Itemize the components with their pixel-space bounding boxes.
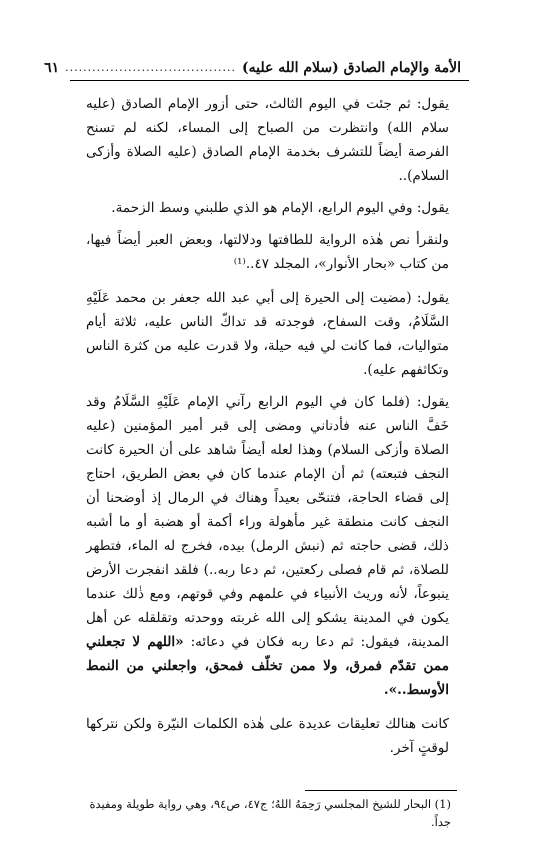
body-text xyxy=(86,92,449,760)
paragraph-4: يقول: (مضيت إلى الحيرة إلى أبي عبد الله جعفر بن محمد عَلَيْهِ السَّلَامُ، وقت السفاح، فوجدته قد تداكّ الناس عليه، ثلاثة أيام متواليات، فما كانت لي فيه حيلة، ولا قدرت عليه من كثرة الناس وتكاثفهم عليه). xyxy=(86,290,449,378)
paragraph-6: كانت هنالك تعليقات عديدة على هٰذه الكلمات النيّرة ولكن نتركها لوقتٍ آخر. xyxy=(86,716,449,756)
paragraph-3: ولنقرأ نص هٰذه الرواية للطافتها ودلالتها، وبعض العبر أيضاً فيها، من كتاب «بحار الأنوار»، المجلد ٤٧..⁽¹⁾ xyxy=(86,232,449,272)
paragraph-5-text: يقول: (فلما كان في اليوم الرابع رآني الإمام عَلَيْهِ السَّلَامُ وقد خَفَّ الناس عنه فأدناني ومضى إلى قبر أمير المؤمنين (عليه الصلاة وأزكى السلام) وهذا لعله أيضاً شاهد على أن الحيرة كانت النجف فتبعته) ثم أن الإمام عندما كان في بعض الطريق، احتاج إلى قضاء الحاجة، فتنحّى بعيداً وهناك في الرمال إذ أوضحنا أن النجف كانت منطقة غير مأهولة وراء أكمة أو هضبة أو ما أشبه ذلك، قضى حاجته ثم (نبش الرمل) بيده، فخرج له الماء، فتطهر للصلاة، ثم قام فصلى ركعتين، ثم دعا ربه..) فلقد انفجرت الأرض ينبوعاً، لأنه وريث الأنبياء في علمهم وفي قوتهم، ومع ذٰلك عندما يكون في المدينة يشكو إلى الله غربته ووحدته وتقلقله عن أهل المدينة، فيقول: ثم دعا ربه فكان في دعائه: xyxy=(86,394,449,650)
paragraph-5 xyxy=(86,390,449,702)
footnote: (1) البحار للشيخ المجلسي رَحِمَهُ اللهُ؛ ج٤٧، ص٩٤، وهي رواية طويلة ومفيدة جداً. xyxy=(89,797,451,829)
page-number: ٦١ xyxy=(44,60,60,76)
supplication-quote: «اللهم لا تجعلني ممن تقدّم فمرق، ولا ممن تخلّف فمحق، واجعلني من النمط الأوسط..». xyxy=(86,634,449,698)
header-rule xyxy=(70,80,469,81)
paragraph-1: يقول: ثم جئت في اليوم الثالث، حتى أزور الإمام الصادق (عليه سلام الله) وانتظرت من الصباح إلى المساء، لكنه لم تسنح الفرصة أيضاً للتشرف بخدمة الإمام الصادق (عليه الصلاة وأزكى السلام).. xyxy=(86,96,449,184)
running-header xyxy=(44,52,461,76)
dot-leader: ...................................... xyxy=(65,61,236,74)
footnote-rule xyxy=(305,790,457,791)
paragraph-2: يقول: وفي اليوم الرابع، الإمام هو الذي طلبني وسط الزحمة. xyxy=(111,200,449,216)
running-title: الأمة والإمام الصادق (سلام الله عليه) xyxy=(242,60,461,76)
